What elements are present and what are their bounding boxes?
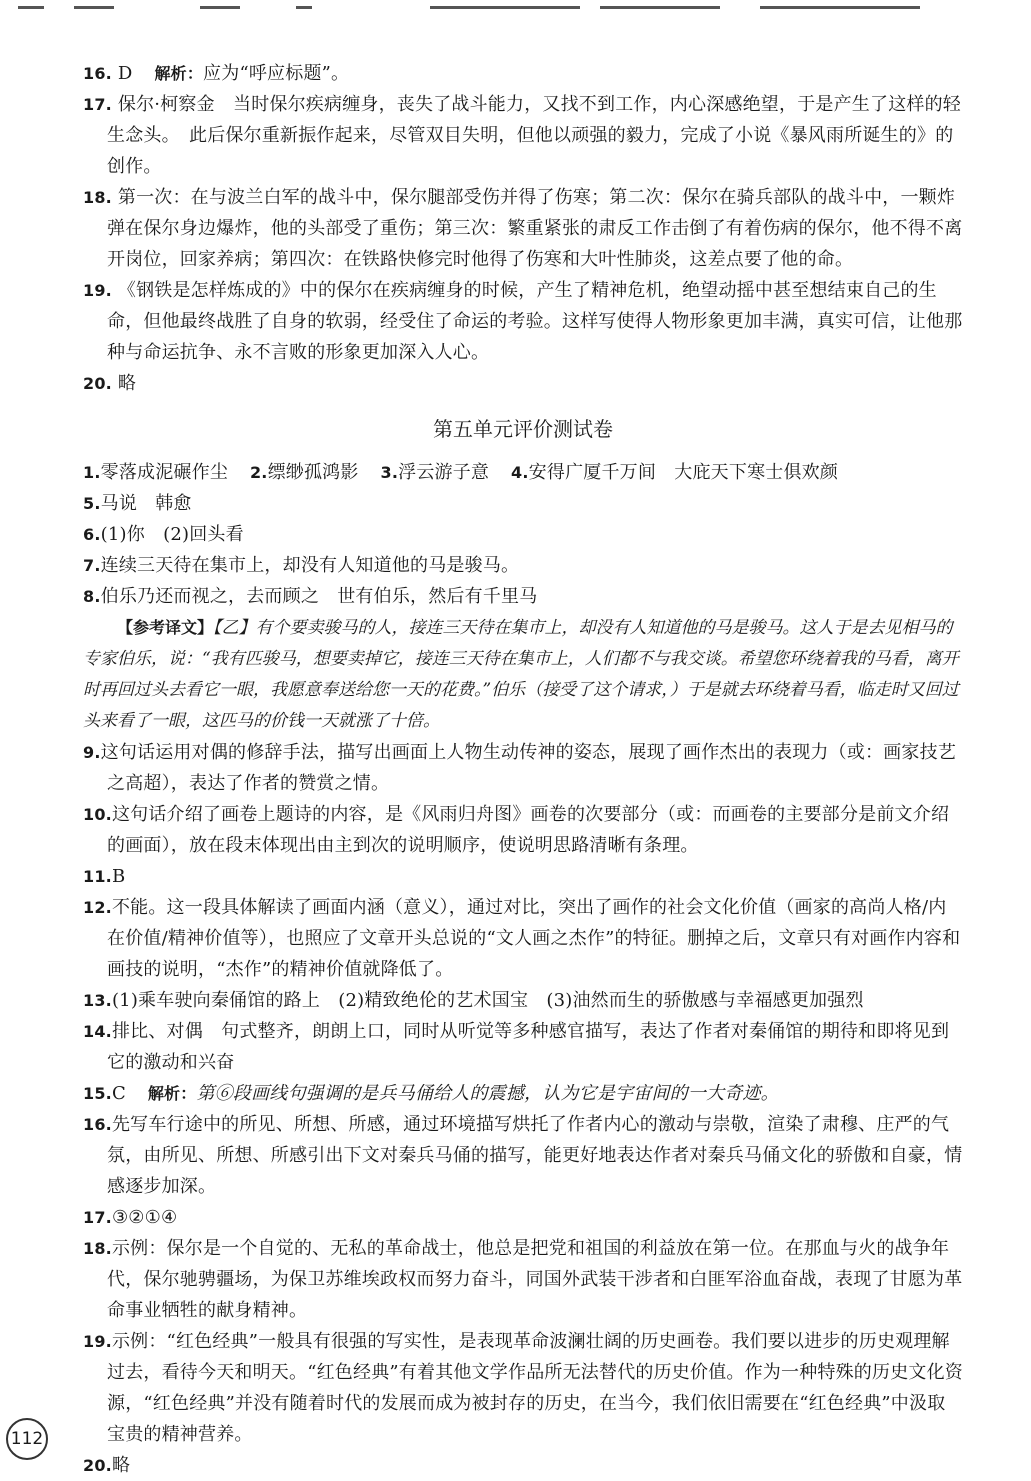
answer-item: 13.(1)乘车驶向秦俑馆的路上 (2)精致绝伦的艺术国宝 (3)油然而生的骄傲感与幸福感更加强烈 — [83, 990, 864, 1011]
answer-content — [83, 58, 963, 1481]
section-title: 第五单元评价测试卷 — [433, 417, 613, 441]
answer-item: 10.这句话介绍了画卷上题诗的内容，是《风雨归舟图》画卷的次要部分（或：而画卷的主要部分是前文介绍的画面），放在段末体现出由主到次的说明顺序，使说明思路清晰有条理。 — [83, 804, 950, 856]
answer-item-row: 1.零落成泥碾作尘 2.缥缈孤鸿影 3.浮云游子意 4.安得广厦千万间 大庇天下寒士俱欢颜 — [83, 462, 839, 483]
answer-item: 14.排比、对偶 句式整齐，朗朗上口，同时从听觉等多种感官描写，表达了作者对秦俑馆的期待和即将见到它的激动和兴奋 — [83, 1021, 950, 1073]
answer-item: 15.C 解析：第⑥段画线句强调的是兵马俑给人的震撼，认为它是宇宙间的一大奇迹。 — [83, 1083, 779, 1104]
answer-item: 5.马说 韩愈 — [83, 493, 192, 514]
answer-item: 16.先写车行途中的所见、所想、所感，通过环境描写烘托了作者内心的激动与崇敬，渲染了肃穆、庄严的气氛，由所见、所想、所感引出下文对秦兵马俑的描写，能更好地表达作者对秦兵马俑文化的骄傲和自豪，情感逐步加深。 — [83, 1114, 963, 1197]
page-number: 112 — [6, 1418, 48, 1460]
answer-item: 18.示例：保尔是一个自觉的、无私的革命战士，他总是把党和祖国的利益放在第一位。在那血与火的战争年代，保尔驰骋疆场，为保卫苏维埃政权而努力奋斗，同国外武装干涉者和白匪军浴血奋战，表现了甘愿为革命事业牺牲的献身精神。 — [83, 1238, 963, 1321]
answer-item: 17. 保尔·柯察金 当时保尔疾病缠身，丧失了战斗能力，又找不到工作，内心深感绝望，于是产生了这样的轻生念头。 此后保尔重新振作起来，尽管双目失明，但他以顽强的毅力，完成了小说《暴风雨所诞生的》的创作。 — [83, 94, 961, 177]
answer-item: 19.示例：“红色经典”一般具有很强的写实性，是表现革命波澜壮阔的历史画卷。我们要以进步的历史观理解过去，看待今天和明天。“红色经典”有着其他文学作品所无法替代的历史价值。作为一种特殊的历史文化资源，“红色经典”并没有随着时代的发展而成为被封存的历史，在当今，我们依旧需要在“红色经典”中汲取宝贵的精神营养。 — [83, 1331, 963, 1445]
answer-item: 7.连续三天待在集市上，却没有人知道他的马是骏马。 — [83, 555, 520, 576]
answer-item: 20. 略 — [83, 373, 137, 394]
answer-item: 19. 《钢铁是怎样炼成的》中的保尔在疾病缠身的时候，产生了精神危机，绝望动摇中甚至想结束自己的生命，但他最终战胜了自身的软弱，经受住了命运的考验。这样写使得人物形象更加丰满，真实可信，让他那种与命运抗争、永不言败的形象更加深入人心。 — [83, 280, 963, 363]
answer-item: 20.略 — [83, 1455, 131, 1476]
answer-item: 9.这句话运用对偶的修辞手法，描写出画面上人物生动传神的姿态，展现了画作杰出的表现力（或：画家技艺之高超），表达了作者的赞赏之情。 — [83, 742, 957, 794]
reference-translation: 【参考译文】【乙】有个要卖骏马的人，接连三天待在集市上，却没有人知道他的马是骏马。这人于是去见相马的专家伯乐，说：“我有匹骏马，想要卖掉它，接连三天待在集市上，人们都不与我交谈。希望您环绕着我的马看，离开时再回过头去看它一眼，我愿意奉送给您一天的花费。”伯乐（接受了这个请求，）于是就去环绕着马看，临走时又回过头来看了一眼，这匹马的价钱一天就涨了十倍。 — [83, 618, 959, 731]
scan-top-marks — [0, 6, 1031, 12]
answer-item: 16. D 解析：应为“呼应标题”。 — [83, 63, 350, 84]
answer-item: 8.伯乐乃还而视之，去而顾之 世有伯乐，然后有千里马 — [83, 586, 538, 607]
answer-item: 17.③②①④ — [83, 1207, 178, 1228]
answer-item: 12.不能。这一段具体解读了画面内涵（意义），通过对比，突出了画作的社会文化价值（画家的高尚人格/内在价值/精神价值等），也照应了文章开头总说的“文人画之杰作”的特征。删掉之后，文章只有对画作内容和画技的说明，“杰作”的精神价值就降低了。 — [83, 897, 961, 980]
answer-item: 18. 第一次：在与波兰白军的战斗中，保尔腿部受伤并得了伤寒；第二次：保尔在骑兵部队的战斗中，一颗炸弹在保尔身边爆炸，他的头部受了重伤；第三次：繁重紧张的肃反工作击倒了有着伤病的保尔，他不得不离开岗位，回家养病；第四次：在铁路快修完时他得了伤寒和大叶性肺炎，这差点要了他的命。 — [83, 187, 963, 270]
answer-item: 6.(1)你 (2)回头看 — [83, 524, 244, 545]
answer-item: 11.B — [83, 866, 126, 887]
